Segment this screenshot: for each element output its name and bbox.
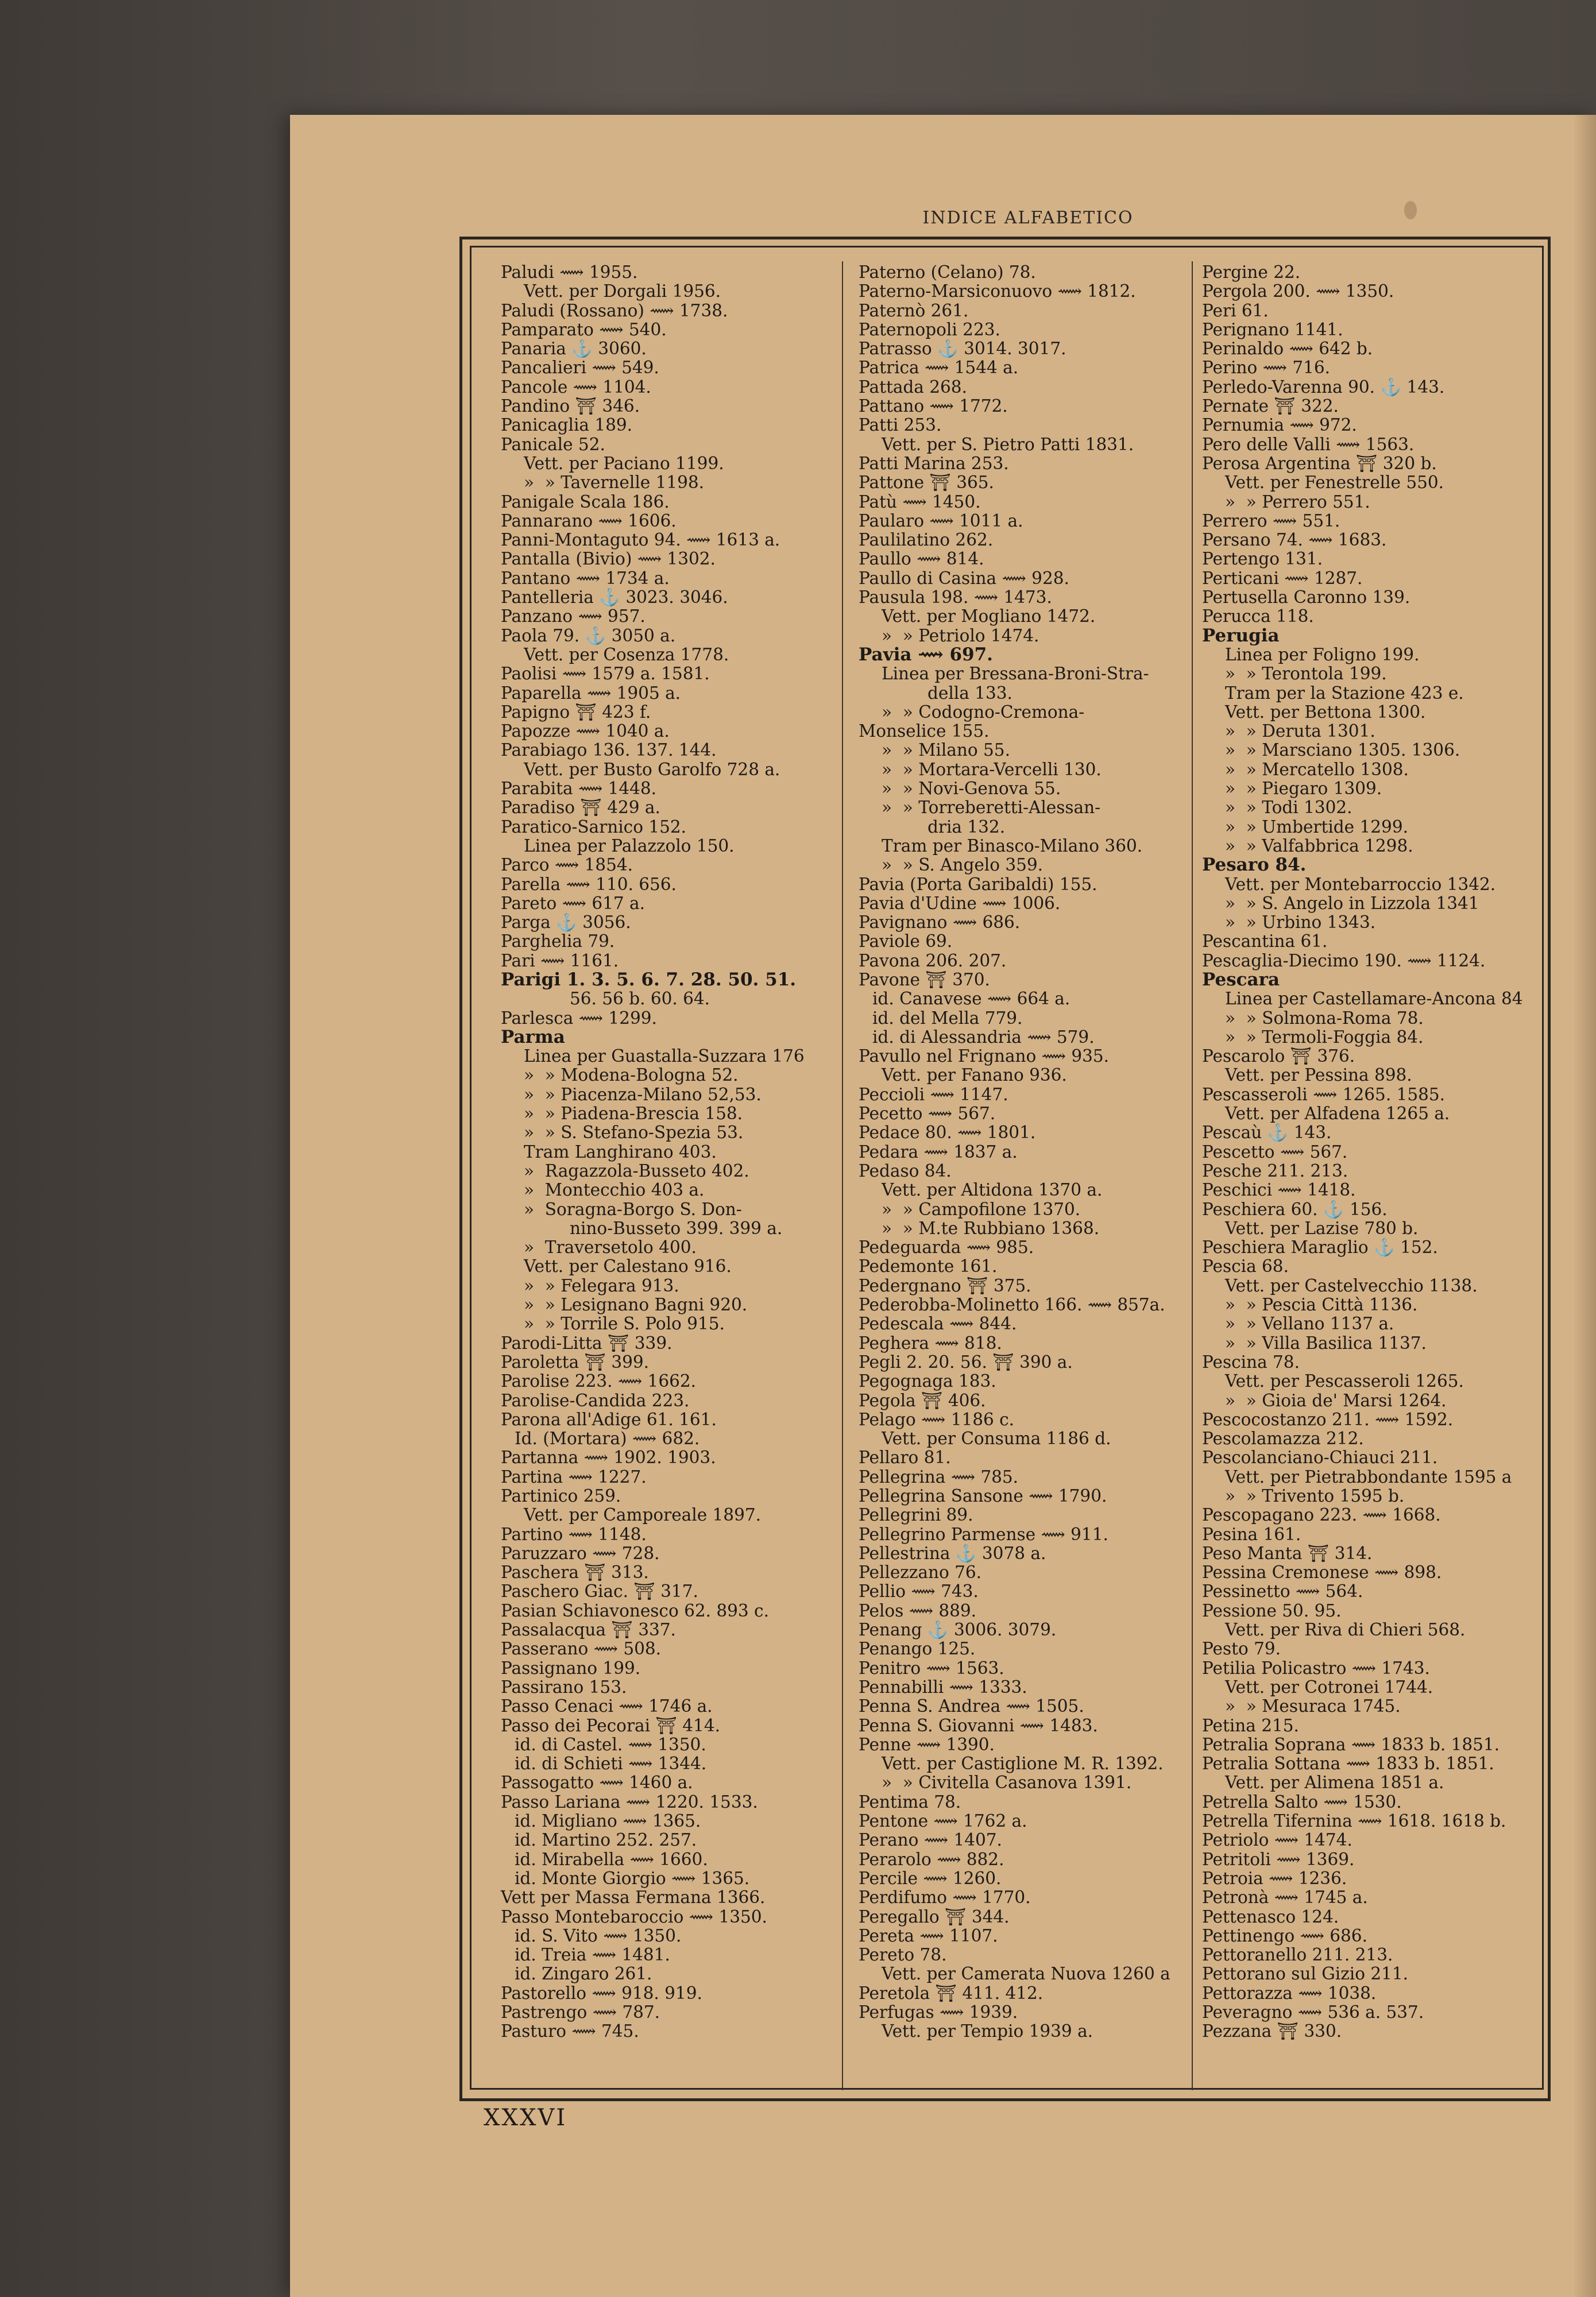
index-entry: » » Petriolo 1474. [882, 625, 1039, 645]
index-entry: Pandino ⛩ 346. [501, 396, 640, 416]
index-entry: Perano ⟿ 1407. [859, 1830, 1002, 1850]
index-entry: Pescasseroli ⟿ 1265. 1585. [1202, 1084, 1446, 1104]
index-entry: » » Pescia Città 1136. [1225, 1295, 1418, 1315]
index-entry: Pastrengo ⟿ 787. [501, 2002, 660, 2023]
index-entry: Vett. per Cosenza 1778. [524, 644, 729, 664]
index-entry: Pavullo nel Frignano ⟿ 935. [859, 1046, 1110, 1066]
index-entry: Paradiso ⛩ 429 a. [501, 798, 660, 818]
index-entry: Linea per Castellamare-Ancona 84 [1225, 989, 1523, 1009]
index-entry: Petrella Tifernina ⟿ 1618. 1618 b. [1202, 1811, 1506, 1831]
index-entry: Paullo di Casina ⟿ 928. [859, 568, 1069, 588]
index-entry: Petilia Policastro ⟿ 1743. [1202, 1658, 1430, 1678]
index-entry: id. Canavese ⟿ 664 a. [872, 989, 1071, 1009]
index-entry: Pastorello ⟿ 918. 919. [501, 1983, 702, 2003]
index-entry: Peveragno ⟿ 536 a. 537. [1202, 2002, 1424, 2023]
index-entry: Petralia Soprana ⟿ 1833 b. 1851. [1202, 1734, 1500, 1754]
index-entry: » » Gioia de' Marsi 1264. [1225, 1390, 1447, 1410]
index-entry: Pescina 78. [1202, 1352, 1300, 1372]
index-entry: » » Villa Basilica 1137. [1225, 1333, 1427, 1353]
index-entry: Passalacqua ⛩ 337. [501, 1620, 676, 1640]
index-entry: id. Monte Giorgio ⟿ 1365. [515, 1868, 750, 1888]
index-entry: Pettoranello 211. 213. [1202, 1945, 1393, 1965]
index-entry: Pausula 198. ⟿ 1473. [859, 587, 1052, 608]
index-entry: Tram per la Stazione 423 e. [1225, 683, 1464, 703]
index-entry: id. Zingaro 261. [515, 1964, 652, 1984]
index-entry: Vett. per Busto Garolfo 728 a. [524, 759, 780, 779]
index-entry: Parabita ⟿ 1448. [501, 779, 657, 799]
index-entry: Vett. per Cotronei 1744. [1225, 1677, 1433, 1697]
index-entry: Pescolanciano-Chiauci 211. [1202, 1448, 1438, 1468]
index-entry: Pattone ⛩ 365. [859, 473, 994, 493]
index-entry: » » Tavernelle 1198. [524, 473, 705, 493]
index-entry: Peso Manta ⛩ 314. [1202, 1543, 1373, 1563]
index-entry: Pettorano sul Gizio 211. [1202, 1964, 1409, 1984]
column-rule [1192, 261, 1193, 2090]
index-entry: Pasian Schiavonesco 62. 893 c. [501, 1600, 769, 1621]
index-entry: Pattano ⟿ 1772. [859, 396, 1008, 416]
index-entry: Paterno (Celano) 78. [859, 262, 1036, 282]
index-entry: Perarolo ⟿ 882. [859, 1849, 1004, 1869]
index-entry: Vett per Massa Fermana 1366. [501, 1888, 766, 1908]
index-entry: Pecetto ⟿ 567. [859, 1104, 996, 1124]
index-entry: Pari ⟿ 1161. [501, 950, 619, 970]
index-entry: Paviole 69. [859, 931, 953, 952]
index-entry: » » Deruta 1301. [1225, 721, 1375, 741]
index-entry: » » Mortara-Vercelli 130. [882, 759, 1102, 779]
index-entry: Perrero ⟿ 551. [1202, 511, 1340, 531]
index-entry: Vett. per Paciano 1199. [524, 453, 724, 473]
index-entry: Perinaldo ⟿ 642 b. [1202, 339, 1373, 359]
index-entry: » » Mesuraca 1745. [1225, 1696, 1401, 1716]
index-entry: Vett. per Consuma 1186 d. [882, 1429, 1111, 1449]
index-entry: Passo Cenaci ⟿ 1746 a. [501, 1696, 713, 1716]
index-entry: Vett. per Bettona 1300. [1225, 702, 1426, 722]
index-entry: Pesina 161. [1202, 1524, 1301, 1544]
index-entry: Vett. per Alimena 1851 a. [1225, 1773, 1444, 1793]
index-entry: Paola 79. ⚓ 3050 a. [501, 625, 676, 645]
index-entry: Pettenasco 124. [1202, 1907, 1339, 1927]
index-entry: Penne ⟿ 1390. [859, 1734, 995, 1754]
index-entry: » » Torrile S. Polo 915. [524, 1314, 725, 1334]
index-entry: Pescaglia-Diecimo 190. ⟿ 1124. [1202, 950, 1486, 970]
index-entry: Pellegrina ⟿ 785. [859, 1467, 1019, 1487]
index-entry: Id. (Mortara) ⟿ 682. [515, 1429, 700, 1449]
index-entry: Pelago ⟿ 1186 c. [859, 1409, 1015, 1429]
index-entry: Pescopagano 223. ⟿ 1668. [1202, 1505, 1441, 1525]
index-entry: » » Novi-Genova 55. [882, 779, 1061, 799]
index-entry: Perosa Argentina ⛩ 320 b. [1202, 453, 1437, 473]
index-entry: Peregallo ⛩ 344. [859, 1907, 1010, 1927]
index-entry: Peschici ⟿ 1418. [1202, 1180, 1356, 1200]
index-entry: Vett. per Tempio 1939 a. [882, 2021, 1093, 2041]
index-entry: Patti 253. [859, 415, 942, 435]
index-entry: Pederobba-Molinetto 166. ⟿ 857a. [859, 1295, 1165, 1315]
index-entry: Pesaro 84. [1202, 854, 1307, 876]
index-entry: Parona all'Adige 61. 161. [501, 1409, 717, 1429]
index-entry: Pedace 80. ⟿ 1801. [859, 1123, 1036, 1143]
index-entry: Pellegrini 89. [859, 1505, 973, 1525]
index-entry: Vett. per Pietrabbondante 1595 a [1225, 1467, 1512, 1487]
index-entry: Paternopoli 223. [859, 319, 1000, 339]
index-column-2 [859, 263, 1186, 2041]
index-entry: Linea per Bressana-Broni-Stra- [882, 664, 1149, 684]
index-entry: Vett. per Fenestrelle 550. [1225, 473, 1444, 493]
index-entry: Vett. per Castiglione M. R. 1392. [882, 1754, 1164, 1774]
index-entry: Pantalla (Bivio) ⟿ 1302. [501, 549, 716, 569]
index-entry: Vett. per Camerata Nuova 1260 a [882, 1964, 1170, 1984]
index-entry: Linea per Guastalla-Suzzara 176 [524, 1046, 805, 1066]
index-entry: Papozze ⟿ 1040 a. [501, 721, 670, 741]
index-entry: Pamparato ⟿ 540. [501, 319, 667, 339]
index-entry: Paludi (Rossano) ⟿ 1738. [501, 300, 728, 320]
index-entry: Patrasso ⚓ 3014. 3017. [859, 339, 1066, 359]
index-entry: Pavignano ⟿ 686. [859, 912, 1021, 933]
index-entry: Pavona 206. 207. [859, 950, 1007, 970]
index-entry: Pattada 268. [859, 377, 967, 397]
index-entry: » » Solmona-Roma 78. [1225, 1008, 1424, 1028]
index-entry: Pannarano ⟿ 1606. [501, 511, 677, 531]
index-entry: » » Civitella Casanova 1391. [882, 1773, 1132, 1793]
index-entry: Perino ⟿ 716. [1202, 358, 1331, 378]
index-entry: Pescaù ⚓ 143. [1202, 1123, 1332, 1143]
index-entry: » Montecchio 403 a. [524, 1180, 705, 1200]
index-entry: id. Migliano ⟿ 1365. [515, 1811, 701, 1831]
index-entry: Pantano ⟿ 1734 a. [501, 568, 670, 588]
index-entry: Parigi 1. 3. 5. 6. 7. 28. 50. 51. [501, 969, 797, 990]
index-entry: Pavia ⟿ 697. [859, 644, 993, 665]
index-entry: Paternò 261. [859, 300, 969, 320]
index-entry: Vett. per Camporeale 1897. [524, 1505, 761, 1525]
index-entry: Partanna ⟿ 1902. 1903. [501, 1448, 716, 1468]
index-entry: Paulilatino 262. [859, 530, 994, 550]
index-entry: nino-Busseto 399. 399 a. [570, 1218, 783, 1238]
index-entry: Partino ⟿ 1148. [501, 1524, 647, 1544]
index-entry: » » S. Stefano-Spezia 53. [524, 1123, 744, 1143]
index-entry: Perignano 1141. [1202, 319, 1343, 339]
index-entry: Pesto 79. [1202, 1639, 1281, 1659]
index-entry: » » Milano 55. [882, 740, 1010, 760]
index-entry: della 133. [928, 683, 1013, 703]
index-entry: Linea per Foligno 199. [1225, 644, 1420, 664]
index-entry: Percile ⟿ 1260. [859, 1868, 1002, 1888]
index-entry: Penitro ⟿ 1563. [859, 1658, 1004, 1678]
index-entry: Pavia d'Udine ⟿ 1006. [859, 893, 1061, 913]
index-entry: Perugia [1202, 625, 1280, 646]
index-entry: » » Torreberetti-Alessan- [882, 798, 1101, 818]
index-entry: id. di Schieti ⟿ 1344. [515, 1754, 707, 1774]
index-entry: Passo Montebaroccio ⟿ 1350. [501, 1907, 767, 1927]
index-entry: Perledo-Varenna 90. ⚓ 143. [1202, 377, 1445, 397]
index-entry: Perdifumo ⟿ 1770. [859, 1888, 1031, 1908]
running-title: INDICE ALFABETICO [922, 208, 1134, 228]
index-entry: Paludi ⟿ 1955. [501, 262, 638, 282]
index-entry: Passirano 153. [501, 1677, 627, 1697]
index-entry: Penango 125. [859, 1639, 976, 1659]
index-entry: Peccioli ⟿ 1147. [859, 1084, 1008, 1104]
index-entry: Pentone ⟿ 1762 a. [859, 1811, 1027, 1831]
index-entry: Petrella Salto ⟿ 1530. [1202, 1792, 1402, 1812]
index-entry: Patrica ⟿ 1544 a. [859, 358, 1019, 378]
index-entry: Pescia 68. [1202, 1256, 1289, 1277]
index-entry: Petriolo ⟿ 1474. [1202, 1830, 1352, 1850]
index-entry: » Soragna-Borgo S. Don- [524, 1199, 742, 1219]
index-entry: Pentima 78. [859, 1792, 961, 1812]
index-entry: Penna S. Giovanni ⟿ 1483. [859, 1715, 1098, 1735]
index-entry: » » Perrero 551. [1225, 492, 1370, 512]
index-entry: Vett. per Altidona 1370 a. [882, 1180, 1103, 1200]
index-entry: Tram Langhirano 403. [524, 1142, 717, 1162]
index-entry: Paratico-Sarnico 152. [501, 817, 687, 837]
index-entry: Patù ⟿ 1450. [859, 492, 981, 512]
index-entry: id. Martino 252. 257. [515, 1830, 697, 1850]
index-entry: Pereto 78. [859, 1945, 947, 1965]
index-entry: Peretola ⛩ 411. 412. [859, 1983, 1044, 2003]
index-entry: Pessione 50. 95. [1202, 1600, 1342, 1621]
index-entry: Vett. per Mogliano 1472. [882, 606, 1096, 627]
index-entry: Pancole ⟿ 1104. [501, 377, 651, 397]
index-entry: Panaria ⚓ 3060. [501, 339, 647, 359]
index-entry: » » S. Angelo in Lizzola 1341 [1225, 893, 1479, 913]
index-entry: Patti Marina 253. [859, 453, 1009, 473]
index-entry: » » M.te Rubbiano 1368. [882, 1218, 1100, 1238]
index-entry: Penna S. Andrea ⟿ 1505. [859, 1696, 1084, 1716]
index-entry: Pereta ⟿ 1107. [859, 1925, 998, 1946]
index-entry: Linea per Palazzolo 150. [524, 836, 735, 856]
index-entry: Pedescala ⟿ 844. [859, 1314, 1017, 1334]
index-entry: Partinico 259. [501, 1486, 621, 1506]
index-entry: » Traversetolo 400. [524, 1238, 697, 1258]
index-entry: id. di Alessandria ⟿ 579. [872, 1027, 1095, 1047]
index-entry: Pegognaga 183. [859, 1371, 996, 1391]
index-entry: Vett. per Lazise 780 b. [1225, 1218, 1419, 1238]
index-entry: » » Termoli-Foggia 84. [1225, 1027, 1424, 1047]
index-entry: Parga ⚓ 3056. [501, 912, 631, 933]
index-entry: » » Todi 1302. [1225, 798, 1352, 818]
index-entry: Vett. per Fanano 936. [882, 1065, 1067, 1085]
index-entry: Panzano ⟿ 957. [501, 606, 646, 627]
index-entry: Vett. per Castelvecchio 1138. [1225, 1275, 1478, 1296]
index-entry: » » Codogno-Cremona- [882, 702, 1085, 722]
index-entry: Vett. per Dorgali 1956. [524, 281, 721, 301]
paper-stain [1404, 201, 1417, 219]
index-entry: » » Marsciano 1305. 1306. [1225, 740, 1460, 760]
index-entry: » » Piadena-Brescia 158. [524, 1104, 743, 1124]
index-entry: Vett. per Calestano 916. [524, 1256, 732, 1277]
index-entry: Passo Lariana ⟿ 1220. 1533. [501, 1792, 758, 1812]
index-entry: Parabiago 136. 137. 144. [501, 740, 717, 760]
index-entry: Penang ⚓ 3006. 3079. [859, 1620, 1057, 1640]
index-entry: Pertusella Caronno 139. [1202, 587, 1410, 608]
index-entry: Pernumia ⟿ 972. [1202, 415, 1357, 435]
index-entry: Pasturo ⟿ 745. [501, 2021, 639, 2041]
page-number: XXXVI [484, 2105, 567, 2131]
index-entry: Pelos ⟿ 889. [859, 1600, 977, 1621]
index-entry: Pettinengo ⟿ 686. [1202, 1925, 1367, 1946]
index-entry: Paschero Giac. ⛩ 317. [501, 1581, 698, 1602]
index-entry: Peghera ⟿ 818. [859, 1333, 1002, 1353]
index-entry: Panicaglia 189. [501, 415, 633, 435]
index-entry: Pantelleria ⚓ 3023. 3046. [501, 587, 728, 608]
index-entry: Pavia (Porta Garibaldi) 155. [859, 874, 1098, 894]
index-entry: » » Vellano 1137 a. [1225, 1314, 1394, 1334]
index-entry: Paruzzaro ⟿ 728. [501, 1543, 660, 1563]
index-entry: Pessina Cremonese ⟿ 898. [1202, 1563, 1442, 1583]
index-entry: Pessinetto ⟿ 564. [1202, 1581, 1363, 1602]
index-entry: 56. 56 b. 60. 64. [570, 989, 710, 1009]
index-entry: Perticani ⟿ 1287. [1202, 568, 1363, 588]
index-entry: Pellaro 81. [859, 1448, 951, 1468]
index-entry: Parlesca ⟿ 1299. [501, 1008, 657, 1028]
index-entry: Pescantina 61. [1202, 931, 1328, 952]
index-entry: Paularo ⟿ 1011 a. [859, 511, 1023, 531]
index-entry: Pancalieri ⟿ 549. [501, 358, 659, 378]
index-entry: Persano 74. ⟿ 1683. [1202, 530, 1387, 550]
index-entry: Peschiera 60. ⚓ 156. [1202, 1199, 1388, 1219]
index-entry: » » Campofilone 1370. [882, 1199, 1081, 1219]
index-entry: Paullo ⟿ 814. [859, 549, 984, 569]
index-entry: Pernate ⛩ 322. [1202, 396, 1339, 416]
index-entry: Perfugas ⟿ 1939. [859, 2002, 1018, 2023]
index-entry: id. di Castel. ⟿ 1350. [515, 1734, 706, 1754]
index-entry: Paschera ⛩ 313. [501, 1563, 649, 1583]
index-entry: Pegola ⛩ 406. [859, 1390, 986, 1410]
index-entry: Pareto ⟿ 617 a. [501, 893, 645, 913]
index-entry: Petina 215. [1202, 1715, 1299, 1735]
index-entry: Passogatto ⟿ 1460 a. [501, 1773, 693, 1793]
index-entry: Parodi-Litta ⛩ 339. [501, 1333, 673, 1353]
index-entry: » » Trivento 1595 b. [1225, 1486, 1405, 1506]
index-entry: Parghelia 79. [501, 931, 615, 952]
index-entry: » » Urbino 1343. [1225, 912, 1376, 933]
index-entry: Pedara ⟿ 1837 a. [859, 1142, 1018, 1162]
index-entry: Parolise-Candida 223. [501, 1390, 690, 1410]
index-entry: Pavone ⛩ 370. [859, 969, 990, 989]
index-entry: » » Terontola 199. [1225, 664, 1387, 684]
index-entry: Perucca 118. [1202, 606, 1314, 627]
index-entry: » Ragazzola-Busseto 402. [524, 1161, 749, 1181]
index-entry: Paterno-Marsiconuovo ⟿ 1812. [859, 281, 1136, 301]
index-entry: » » Valfabbrica 1298. [1225, 836, 1413, 856]
index-entry: Petritoli ⟿ 1369. [1202, 1849, 1355, 1869]
index-entry: Pescocostanzo 211. ⟿ 1592. [1202, 1409, 1454, 1429]
index-entry: Pedaso 84. [859, 1161, 952, 1181]
index-entry: Panni-Montaguto 94. ⟿ 1613 a. [501, 530, 780, 550]
index-entry: Passerano ⟿ 508. [501, 1639, 662, 1659]
index-column-3 [1202, 263, 1547, 2041]
index-entry: Pellegrino Parmense ⟿ 911. [859, 1524, 1108, 1544]
index-entry: Petronà ⟿ 1745 a. [1202, 1888, 1368, 1908]
index-entry: Pellegrina Sansone ⟿ 1790. [859, 1486, 1107, 1506]
index-entry: Pedemonte 161. [859, 1256, 998, 1277]
index-entry: Vett. per Riva di Chieri 568. [1225, 1620, 1466, 1640]
index-entry: id. Mirabella ⟿ 1660. [515, 1849, 708, 1869]
index-entry: Petralia Sottana ⟿ 1833 b. 1851. [1202, 1754, 1494, 1774]
index-entry: Parco ⟿ 1854. [501, 855, 633, 875]
index-entry: Papigno ⛩ 423 f. [501, 702, 651, 722]
index-entry: » » Umbertide 1299. [1225, 817, 1408, 837]
index-entry: Pescara [1202, 969, 1280, 990]
index-entry: id. del Mella 779. [872, 1008, 1023, 1028]
index-entry: Parolise 223. ⟿ 1662. [501, 1371, 696, 1391]
index-entry: » » Modena-Bologna 52. [524, 1065, 739, 1085]
index-entry: Peschiera Maraglio ⚓ 152. [1202, 1238, 1438, 1258]
index-entry: id. S. Vito ⟿ 1350. [515, 1925, 682, 1946]
index-entry: Pesche 211. 213. [1202, 1161, 1348, 1181]
index-entry: Vett. per S. Pietro Patti 1831. [882, 434, 1134, 454]
index-entry: Paroletta ⛩ 399. [501, 1352, 650, 1372]
index-entry: Pellio ⟿ 743. [859, 1581, 979, 1602]
index-entry: Pezzana ⛩ 330. [1202, 2021, 1342, 2041]
index-entry: Vett. per Pescasseroli 1265. [1225, 1371, 1464, 1391]
index-entry: Pettorazza ⟿ 1038. [1202, 1983, 1377, 2003]
index-entry: Peri 61. [1202, 300, 1269, 320]
index-entry: » » Piacenza-Milano 52,53. [524, 1084, 762, 1104]
index-entry: Pellestrina ⚓ 3078 a. [859, 1543, 1046, 1563]
index-entry: Panicale 52. [501, 434, 605, 454]
index-entry: » » Mercatello 1308. [1225, 759, 1409, 779]
index-entry: Pennabilli ⟿ 1333. [859, 1677, 1027, 1697]
index-entry: Pescolamazza 212. [1202, 1429, 1364, 1449]
index-entry: » » Felegara 913. [524, 1275, 679, 1296]
index-entry: Pertengo 131. [1202, 549, 1323, 569]
index-entry: Paolisi ⟿ 1579 a. 1581. [501, 664, 710, 684]
index-entry: Passo dei Pecorai ⛩ 414. [501, 1715, 720, 1735]
index-entry: Vett. per Alfadena 1265 a. [1225, 1104, 1450, 1124]
index-entry: Pedeguarda ⟿ 985. [859, 1238, 1034, 1258]
index-entry: Paparella ⟿ 1905 a. [501, 683, 681, 703]
index-entry: Parma [501, 1026, 565, 1047]
index-entry: Vett. per Pessina 898. [1225, 1065, 1412, 1085]
index-entry: Pellezzano 76. [859, 1563, 982, 1583]
index-entry: Pero delle Valli ⟿ 1563. [1202, 434, 1415, 454]
index-entry: » » Lesignano Bagni 920. [524, 1295, 748, 1315]
index-entry: Panigale Scala 186. [501, 492, 670, 512]
index-entry: Partina ⟿ 1227. [501, 1467, 647, 1487]
index-entry: Tram per Binasco-Milano 360. [882, 836, 1143, 856]
index-entry: dria 132. [928, 817, 1006, 837]
column-rule [842, 261, 843, 2090]
index-entry: Monselice 155. [859, 721, 990, 741]
index-entry: Pegli 2. 20. 56. ⛩ 390 a. [859, 1352, 1073, 1372]
index-entry: id. Treia ⟿ 1481. [515, 1945, 670, 1965]
index-entry: Vett. per Montebarroccio 1342. [1225, 874, 1496, 894]
index-entry: » » S. Angelo 359. [882, 855, 1044, 875]
index-entry: Pergola 200. ⟿ 1350. [1202, 281, 1394, 301]
index-entry: » » Piegaro 1309. [1225, 779, 1382, 799]
index-entry: Pescetto ⟿ 567. [1202, 1142, 1348, 1162]
index-entry: Parella ⟿ 110. 656. [501, 874, 677, 894]
index-entry: Pescarolo ⛩ 376. [1202, 1046, 1355, 1066]
index-entry: Passignano 199. [501, 1658, 641, 1678]
index-entry: Pergine 22. [1202, 262, 1301, 282]
index-column-1 [501, 263, 834, 2041]
index-entry: Petroia ⟿ 1236. [1202, 1868, 1347, 1888]
index-entry: Pedergnano ⛩ 375. [859, 1275, 1031, 1296]
